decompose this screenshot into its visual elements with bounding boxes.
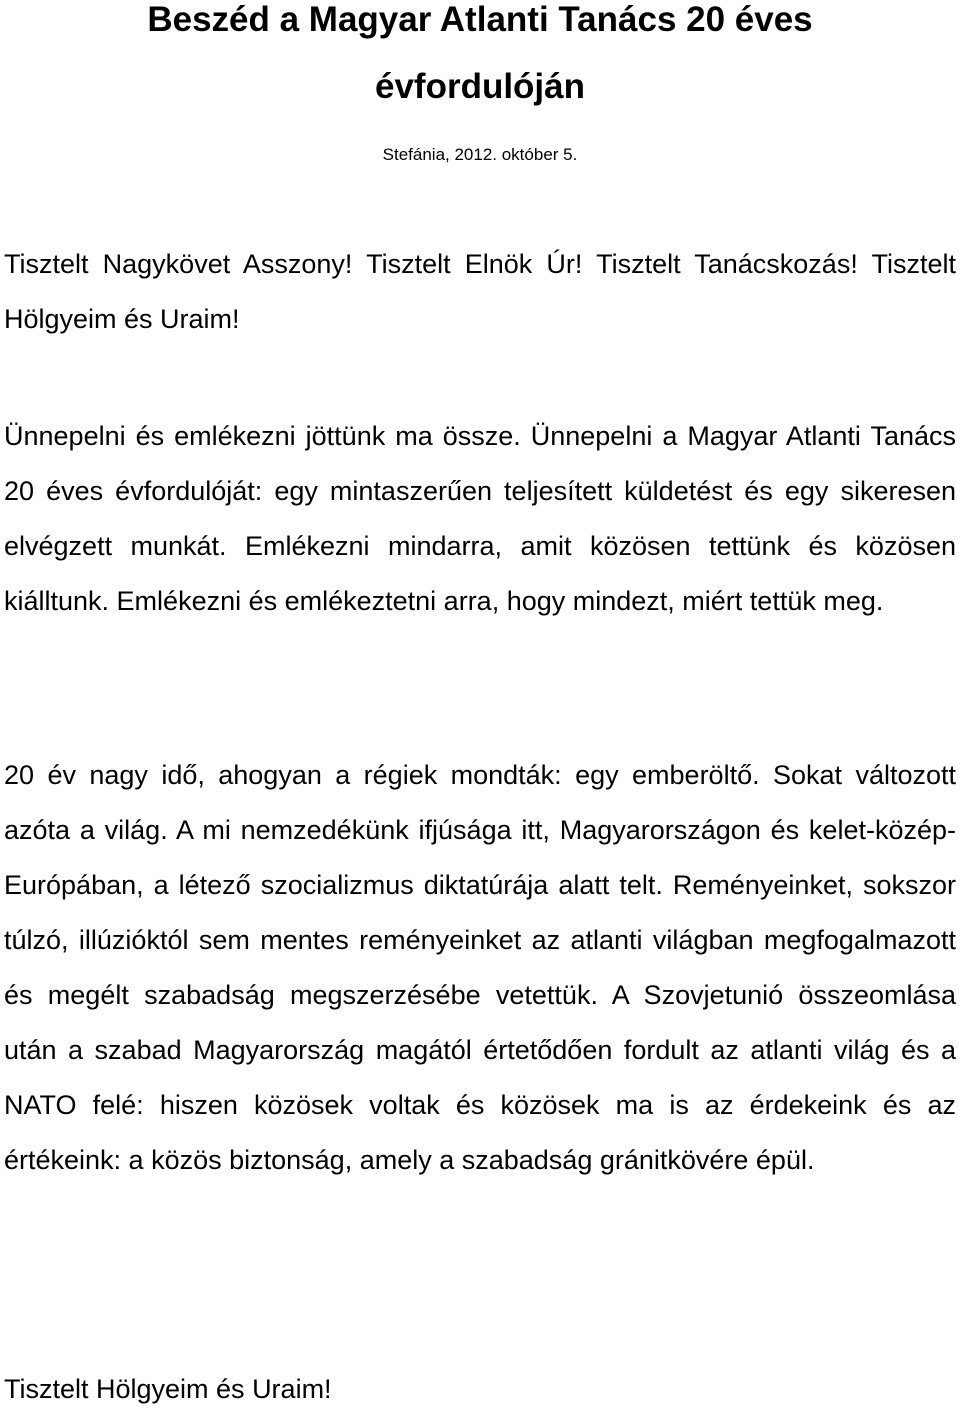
closing-salutation: Tisztelt Hölgyeim és Uraim! — [4, 1374, 332, 1404]
document-title-line-1: Beszéd a Magyar Atlanti Tanács 20 éves — [147, 0, 813, 39]
paragraph-2: 20 év nagy idő, ahogyan a régiek mondták: egy emberöltő. Sokat változott azóta a világ. A mi nemzedékünk ifjúsága itt, Magyarországon és kelet-közép-Európában, a létező szocializmus diktatúrája alatt telt. Reményeinket, sokszor túlzó, illúzióktól sem mentes reményeinket az atlanti világban megfogalmazott és megélt szabadság megszerzésébe vetettük. A Szovjetunió összeomlása után a szabad Magyarország magától értetődően fordult az atlanti világ és a NATO felé: hiszen közösek voltak és közösek ma is az érdekeink és az értékeink: a közös biztonság, amely a szabadság gránitkövére épül. — [4, 760, 956, 1175]
paragraph-1: Ünnepelni és emlékezni jöttünk ma össze. Ünnepelni a Magyar Atlanti Tanács 20 éves évfordulóját: egy mintaszerűen teljesített küldetést és egy sikeresen elvégzett munkát. Emlékezni mindarra, amit közösen tettünk és közösen kiálltunk. Emlékezni és emlékeztetni arra, hogy mindezt, miért tettük meg. — [4, 421, 956, 616]
salutation: Tisztelt Nagykövet Asszony! Tisztelt Elnök Úr! Tisztelt Tanácskozás! Tisztelt Hölgyeim és Uraim! — [4, 249, 956, 334]
document-title-line-2: évfordulóján — [374, 67, 586, 106]
dateline: Stefánia, 2012. október 5. — [382, 145, 578, 164]
